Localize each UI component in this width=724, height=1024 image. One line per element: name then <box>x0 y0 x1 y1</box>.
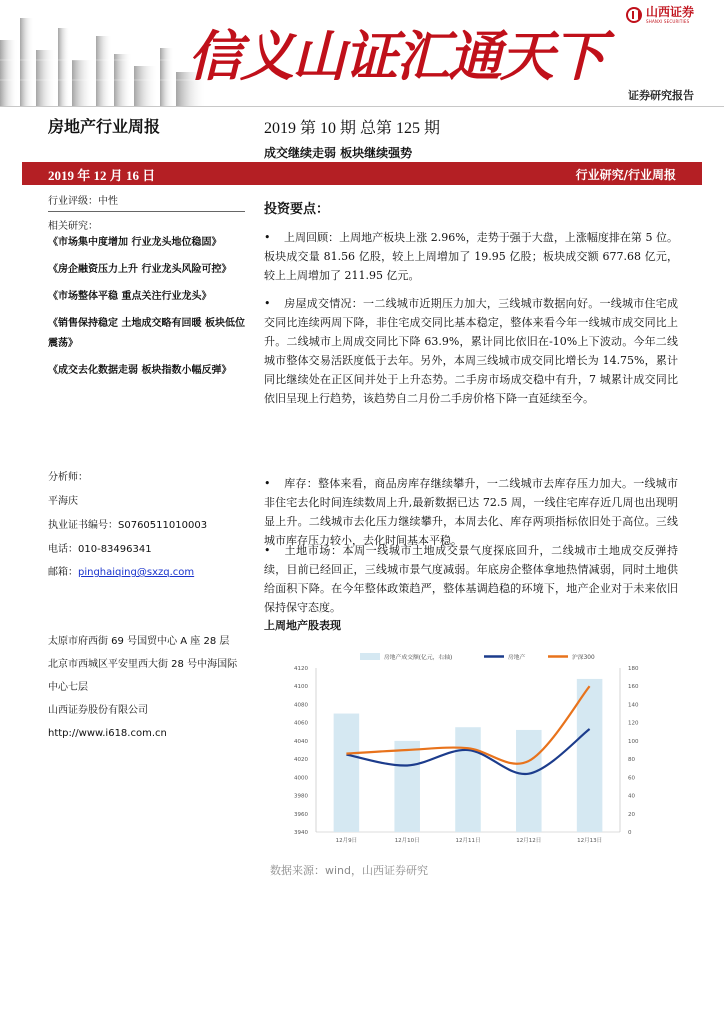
bullet-inventory <box>264 474 678 550</box>
x-tick-label: 12月11日 <box>455 838 481 844</box>
right-tick-label: 160 <box>628 684 639 691</box>
right-tick-label: 0 <box>628 830 632 836</box>
analyst-phone: 电话：010-83496341 <box>48 544 152 555</box>
bullet-housing-transactions <box>264 294 678 408</box>
bullet-icon: • <box>264 231 271 244</box>
logo-name-cn: 山西证券 <box>646 5 695 19</box>
address-line: 北京市西城区平安里西大街 28 号中海国际中心七层 <box>48 659 238 693</box>
x-tick-label: 12月10日 <box>394 838 420 844</box>
x-tick-label: 12月9日 <box>335 838 358 844</box>
issue-number: 2019 第 10 期 总第 125 期 <box>264 120 441 137</box>
related-research-item[interactable]: 《市场集中度增加 行业龙头地位稳固》 <box>48 237 222 248</box>
bullet-icon: • <box>264 477 271 490</box>
left-tick-label: 4020 <box>294 757 308 764</box>
bullet-weekly-review <box>264 228 678 285</box>
right-tick-label: 40 <box>628 793 635 800</box>
industry-rating: 行业评级：中性 <box>48 192 245 212</box>
report-subtitle: 成交继续走弱 板块继续强势 <box>264 146 413 160</box>
address-line: 太原市府西街 69 号国贸中心 A 座 28 层 <box>48 636 230 647</box>
legend-swatch-bar <box>360 653 380 660</box>
right-tick-label: 180 <box>628 666 639 672</box>
related-research-item[interactable]: 《销售保持稳定 土地成交略有回暖 板块低位震荡》 <box>48 318 245 349</box>
analyst-email-row <box>48 563 245 578</box>
right-tick-label: 140 <box>628 702 639 709</box>
x-tick-label: 12月12日 <box>516 838 542 844</box>
related-research-label: 相关研究： <box>48 221 98 232</box>
left-tick-label: 4060 <box>294 720 308 727</box>
right-tick-label: 20 <box>628 811 635 818</box>
chart-title: 上周地产股表现 <box>264 619 341 632</box>
turnover-bar <box>334 714 360 832</box>
data-source: 数据来源：wind，山西证券研究 <box>270 864 429 877</box>
related-research-item[interactable]: 《房企融资压力上升 行业龙头风险可控》 <box>48 264 232 275</box>
email-label: 邮箱： <box>48 567 78 578</box>
analyst-name: 平海庆 <box>48 496 78 507</box>
left-tick-label: 4000 <box>294 775 308 782</box>
header-divider <box>0 106 724 107</box>
left-tick-label: 4080 <box>294 702 308 709</box>
bullet-text: 上周回顾：上周地产板块上涨 2.96%，走势于强于大盘，上涨幅度排在第 5 位。板块成交量 81.56 亿股，较上上周增加了 19.95 亿股；板块成交额 677.68 亿元，较上上周增加了 211.95 亿元。 <box>264 231 678 282</box>
bullet-land-market <box>264 541 678 617</box>
stock-performance-chart <box>264 646 678 850</box>
turnover-bar <box>394 741 420 832</box>
bullet-icon: • <box>264 544 271 557</box>
bullet-icon: • <box>264 297 271 310</box>
header-banner <box>0 0 724 108</box>
analyst-label: 分析师： <box>48 472 88 483</box>
bullet-text: 房屋成交情况：一二线城市近期压力加大，三线城市数据向好。一线城市住宅成交同比连续两周下降，非住宅成交同比基本稳定，整体来看今年一线城市成交同比上升。二线城市上周成交同比下降 63.9%，累计同比依旧在-10%上下波动。今年二线城市整体交易活跃度低于去年。另外，本周三线城市成交同比增长为 14.75%，累计同比继续处在正区间并处于上升态势。二手房市场成交稳中有升，7 城累计成交同比依旧呈现上行趋势，该趋势自二月份二手房价格下降一直延续至今。 <box>264 297 678 405</box>
logo-icon <box>626 7 642 23</box>
report-date: 2019 年 12 月 16 日 <box>48 168 156 183</box>
email-link[interactable]: pinghaiqing@sxzq.com <box>78 567 195 578</box>
x-tick-label: 12月13日 <box>577 838 603 844</box>
banner-slogan: 信义山证汇通天下 <box>188 24 604 88</box>
report-category: 行业研究/行业周报 <box>575 168 676 182</box>
company-logo <box>626 6 694 24</box>
bullet-text: 土地市场：本周一线城市土地成交景气度探底回升，二线城市土地成交反弹持续，目前已经回正，三线城市景气度减弱。年底房企整体拿地热情减弱，同时土地供给面积下降。在今年整体政策趋严，整体基调趋稳的环境下，地产企业对于未来依旧保持保守态度。 <box>264 544 678 614</box>
turnover-bar <box>455 727 481 832</box>
right-tick-label: 120 <box>628 720 639 727</box>
right-tick-label: 100 <box>628 738 639 745</box>
left-tick-label: 4040 <box>294 738 308 745</box>
left-tick-label: 3960 <box>294 811 308 818</box>
left-tick-label: 4100 <box>294 684 308 691</box>
legend-label: 房地产成交额(亿元，右轴) <box>384 655 453 661</box>
address-line: 山西证券股份有限公司 <box>48 705 148 716</box>
date-bar <box>22 162 702 185</box>
logo-name-en: SHANXI SECURITIES <box>646 19 690 24</box>
left-tick-label: 4120 <box>294 666 308 672</box>
website-link[interactable]: http://www.i618.com.cn <box>48 728 167 739</box>
analyst-cert: 执业证书编号：S0760511010003 <box>48 520 208 531</box>
left-tick-label: 3980 <box>294 793 308 800</box>
left-tick-label: 3940 <box>294 830 308 836</box>
related-research-list <box>48 233 245 388</box>
company-address <box>48 630 245 745</box>
right-tick-label: 60 <box>628 775 635 782</box>
related-research-item[interactable]: 《市场整体平稳 重点关注行业龙头》 <box>48 291 212 302</box>
legend-label: 房地产 <box>508 655 526 661</box>
key-points-title: 投资要点： <box>264 202 330 217</box>
related-research-item[interactable]: 《成交去化数据走弱 板块指数小幅反弹》 <box>48 365 232 376</box>
turnover-bar <box>577 679 603 832</box>
industry-title: 房地产行业周报 <box>48 117 161 136</box>
right-tick-label: 80 <box>628 757 635 764</box>
turnover-bar <box>516 730 542 832</box>
bullet-text: 库存：整体来看，商品房库存继续攀升，一二线城市去库存压力加大。一线城市非住宅去化时间连续数周上升,最新数据已达 72.5 周，一线住宅库存近几周也出现明显上升。二线城市去化压力继续攀升，本周去化、库存两项指标依旧处于高位。三线城市库存压力较小，去化时间基本平稳。 <box>264 477 678 547</box>
legend-label: 沪深300 <box>572 655 595 661</box>
report-type: 证券研究报告 <box>628 89 694 102</box>
